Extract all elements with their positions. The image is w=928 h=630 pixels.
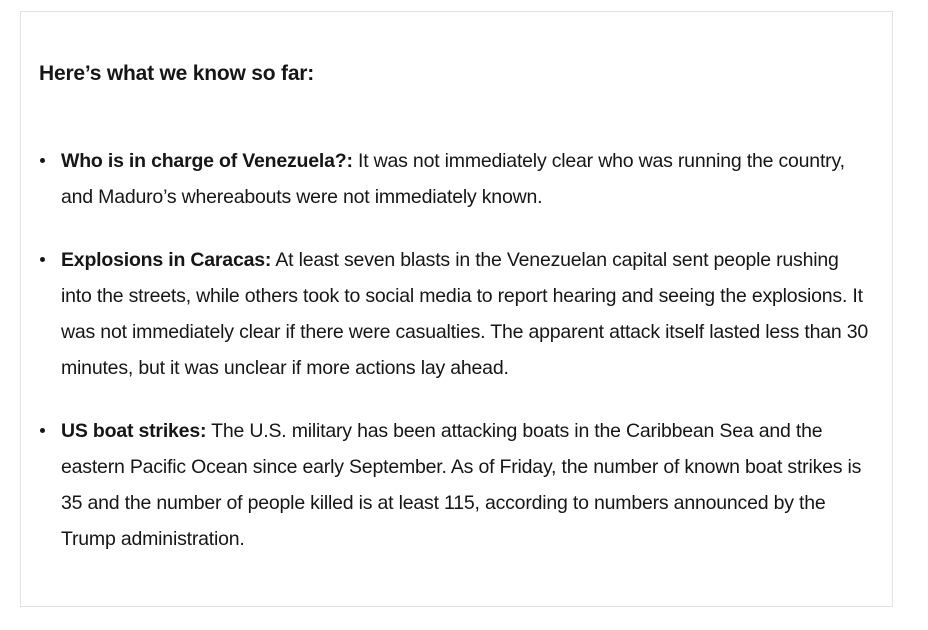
list-item-caracas-explosions — [39, 242, 870, 386]
list-item-venezuela-charge — [39, 143, 870, 215]
bullet-title: Who is in charge of Venezuela?: — [61, 150, 353, 172]
bullet-text: The U.S. military has been attacking boats in the Caribbean Sea and the eastern Pacific Ocean since early September. As of Friday, the number of known boat strikes is 35 and the number of people killed is at least 115, according to numbers announced by the Trump administration. — [61, 420, 862, 550]
summary-card — [20, 11, 893, 607]
bullet-dot-icon — [40, 257, 45, 262]
bullet-dot-icon — [40, 158, 45, 163]
bullet-title: US boat strikes: — [61, 420, 207, 442]
bullet-text: At least seven blasts in the Venezuelan capital sent people rushing into the streets, while others took to social media to report hearing and seeing the explosions. It was not immediately clear if there were casualties. The apparent attack itself lasted less than 30 minutes, but it was unclear if more actions lay ahead. — [61, 249, 869, 379]
summary-list — [39, 143, 872, 557]
bullet-dot-icon — [40, 428, 45, 433]
bullet-title: Explosions in Caracas: — [61, 249, 272, 271]
bullet-text: It was not immediately clear who was running the country, and Maduro’s whereabouts were not immediately known. — [61, 150, 845, 208]
summary-heading: Here’s what we know so far: — [39, 62, 315, 85]
list-item-us-boat-strikes — [39, 413, 870, 557]
